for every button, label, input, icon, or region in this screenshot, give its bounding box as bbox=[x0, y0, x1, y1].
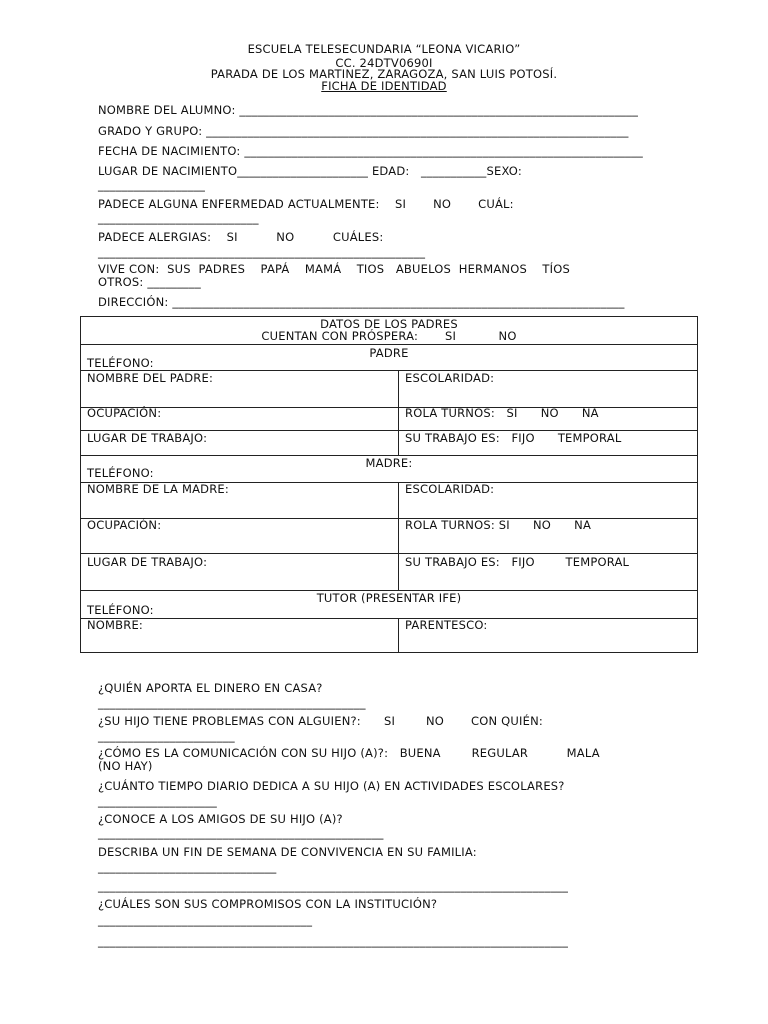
school-code: CC. 24DTV0690I bbox=[335, 56, 433, 70]
mother-work-type-field[interactable]: SU TRABAJO ES: FIJO TEMPORAL bbox=[405, 555, 630, 569]
father-phone-field[interactable]: TELÉFONO: bbox=[87, 356, 154, 370]
lives-with-question: VIVE CON: SUS PADRES PAPÁ MAMÁ TIOS ABUELOS HERMANOS TÍOS bbox=[98, 262, 570, 276]
allergies-answer-line[interactable]: _______________________________________________________ bbox=[98, 245, 426, 259]
father-occupation-field[interactable]: OCUPACIÓN: bbox=[87, 406, 162, 420]
question-weekend: DESCRIBA UN FIN DE SEMANA DE CONVIVENCIA EN SU FAMILIA: bbox=[98, 845, 477, 859]
sex-field-line[interactable]: __________________ bbox=[98, 178, 206, 192]
answer-money-line[interactable]: _____________________________________________ bbox=[98, 696, 366, 710]
tutor-header: TUTOR (PRESENTAR IFE) bbox=[316, 591, 462, 605]
lives-with-other-field[interactable]: OTROS: _________ bbox=[98, 275, 201, 289]
allergies-question: PADECE ALERGIAS: SI NO CUÁLES: bbox=[98, 230, 384, 244]
parents-section-title: DATOS DE LOS PADRES bbox=[320, 317, 458, 331]
answer-problems-line[interactable]: _______________________ bbox=[98, 729, 235, 743]
father-workplace-field[interactable]: LUGAR DE TRABAJO: bbox=[87, 431, 208, 445]
illness-question: PADECE ALGUNA ENFERMEDAD ACTUALMENTE: SI NO CUÁL: bbox=[98, 197, 514, 211]
answer-friends-line[interactable]: ________________________________________________ bbox=[98, 826, 384, 840]
question-friends: ¿CONOCE A LOS AMIGOS DE SU HIJO (A)? bbox=[98, 812, 343, 826]
question-commitments: ¿CUÁLES SON SUS COMPROMISOS CON LA INSTITUCIÓN? bbox=[98, 897, 438, 911]
father-name-field[interactable]: NOMBRE DEL PADRE: bbox=[87, 371, 214, 385]
mother-occupation-field[interactable]: OCUPACIÓN: bbox=[87, 518, 162, 532]
form-title: FICHA DE IDENTIDAD bbox=[321, 79, 447, 93]
tutor-relationship-field[interactable]: PARENTESCO: bbox=[405, 618, 488, 632]
school-address: PARADA DE LOS MARTINEZ, ZARAGOZA, SAN LUIS POTOSÍ. bbox=[210, 67, 558, 81]
father-shifts-field[interactable]: ROLA TURNOS: SI NO NA bbox=[405, 406, 599, 420]
answer-commitments-line-2[interactable]: _______________________________________________________________________________ bbox=[98, 934, 569, 948]
school-name: ESCUELA TELESECUNDARIA “LEONA VICARIO” bbox=[247, 42, 521, 56]
answer-weekend-line[interactable]: ______________________________ bbox=[98, 860, 277, 874]
illness-answer-line[interactable]: ___________________________ bbox=[98, 211, 259, 225]
question-money: ¿QUIÉN APORTA EL DINERO EN CASA? bbox=[98, 681, 323, 695]
answer-time-line[interactable]: ____________________ bbox=[98, 794, 217, 808]
mother-name-field[interactable]: NOMBRE DE LA MADRE: bbox=[87, 482, 229, 496]
birthplace-age-sex-field[interactable]: LUGAR DE NACIMIENTO______________________ EDAD: ___________SEXO: bbox=[98, 164, 522, 178]
mother-shifts-field[interactable]: ROLA TURNOS: SI NO NA bbox=[405, 518, 592, 532]
father-schooling-field[interactable]: ESCOLARIDAD: bbox=[405, 371, 495, 385]
mother-header: MADRE: bbox=[365, 456, 413, 470]
student-name-field[interactable]: NOMBRE DEL ALUMNO: ___________________________________________________________________ bbox=[98, 103, 639, 117]
question-time: ¿CUÁNTO TIEMPO DIARIO DEDICA A SU HIJO (A) EN ACTIVIDADES ESCOLARES? bbox=[98, 779, 565, 793]
parents-data-table bbox=[80, 316, 698, 653]
tutor-phone-field[interactable]: TELÉFONO: bbox=[87, 603, 154, 617]
mother-workplace-field[interactable]: LUGAR DE TRABAJO: bbox=[87, 555, 208, 569]
father-work-type-field[interactable]: SU TRABAJO ES: FIJO TEMPORAL bbox=[405, 431, 622, 445]
answer-weekend-line-2[interactable]: _______________________________________________________________________________ bbox=[98, 879, 569, 893]
question-problems: ¿SU HIJO TIENE PROBLEMAS CON ALGUIEN?: SI NO CON QUIÉN: bbox=[98, 714, 543, 728]
mother-schooling-field[interactable]: ESCOLARIDAD: bbox=[405, 482, 495, 496]
father-header: PADRE bbox=[369, 346, 409, 360]
answer-commitments-line[interactable]: ____________________________________ bbox=[98, 913, 313, 927]
birthdate-field[interactable]: FECHA DE NACIMIENTO: ___________________________________________________________________ bbox=[98, 144, 643, 158]
tutor-name-field[interactable]: NOMBRE: bbox=[87, 618, 143, 632]
mother-phone-field[interactable]: TELÉFONO: bbox=[87, 466, 154, 480]
communication-no-hay: (NO HAY) bbox=[98, 759, 153, 773]
grade-group-field[interactable]: GRADO Y GRUPO: _______________________________________________________________________ bbox=[98, 124, 629, 138]
address-field[interactable]: DIRECCIÓN: ____________________________________________________________________________ bbox=[98, 295, 625, 309]
question-communication: ¿CÓMO ES LA COMUNICACIÓN CON SU HIJO (A)?: BUENA REGULAR MALA bbox=[98, 746, 600, 760]
prospera-question: CUENTAN CON PRÓSPERA: SI NO bbox=[261, 329, 517, 343]
